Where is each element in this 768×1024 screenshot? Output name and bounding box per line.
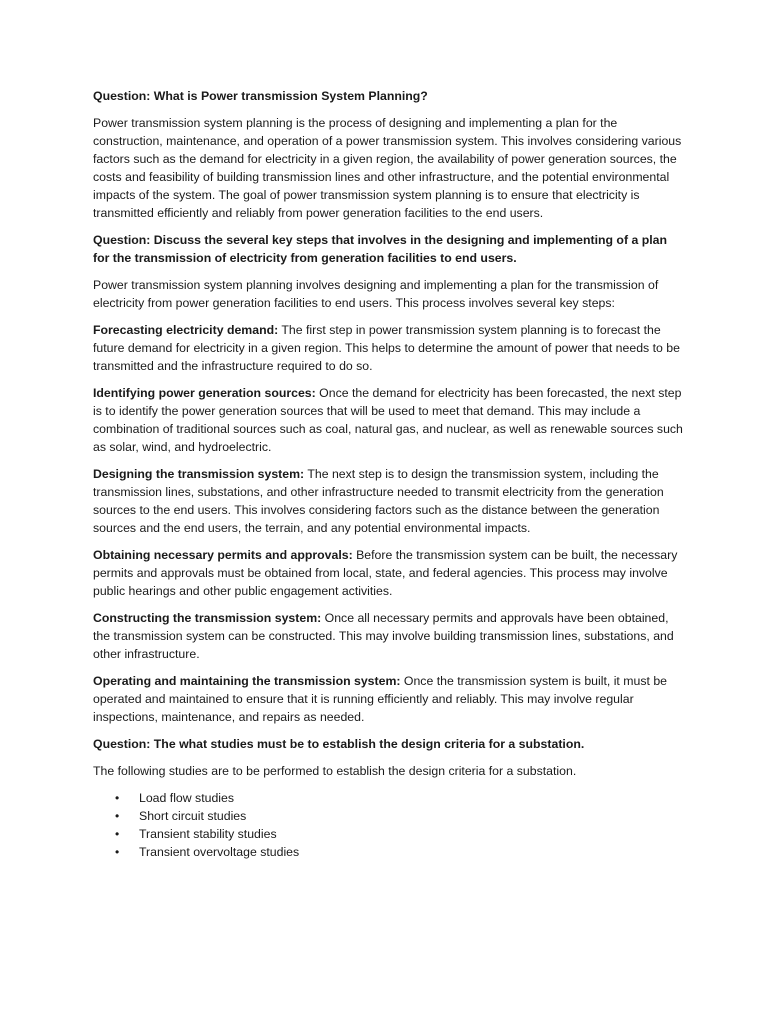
step-lead: Designing the transmission system: <box>93 467 305 481</box>
document-page <box>93 87 683 861</box>
step-lead: Identifying power generation sources: <box>93 386 316 400</box>
step-text: Once the transmission system is built, it must be operated and maintained to ensure that it is running efficiently and reliably. This may involve regular inspections, maintenance, and repairs as needed. <box>93 674 668 724</box>
question-1: Question: What is Power transmission System Planning? <box>93 89 428 103</box>
step-lead: Constructing the transmission system: <box>93 611 322 625</box>
list-item <box>93 843 683 861</box>
list-item-text: Transient stability studies <box>139 827 277 841</box>
answer-2: Power transmission system planning involves designing and implementing a plan for the transmission of electricity from power generation facilities to end users. This process involves several key steps: <box>93 278 659 310</box>
step-constructing <box>93 609 683 663</box>
list-item <box>93 807 683 825</box>
step-lead: Obtaining necessary permits and approvals: <box>93 548 353 562</box>
step-designing <box>93 465 683 537</box>
step-text: The next step is to design the transmission system, including the transmission lines, substations, and other infrastructure needed to transmit electricity from the generation sources to the end users. This involves considering factors such as the distance between the generation sources and the end users, the terrain, and any potential environmental impacts. <box>93 467 664 535</box>
list-item-text: Load flow studies <box>139 791 235 805</box>
step-operating <box>93 672 683 726</box>
bullet-icon: • <box>115 827 120 841</box>
step-lead: Forecasting electricity demand: <box>93 323 279 337</box>
step-lead: Operating and maintaining the transmission system: <box>93 674 401 688</box>
answer-3: The following studies are to be performed to establish the design criteria for a substation. <box>93 764 577 778</box>
step-permits <box>93 546 683 600</box>
list-item-text: Short circuit studies <box>139 809 247 823</box>
bullet-icon: • <box>115 809 120 823</box>
list-item <box>93 825 683 843</box>
question-3: Question: The what studies must be to establish the design criteria for a substation. <box>93 737 585 751</box>
list-item <box>93 789 683 807</box>
step-text: Before the transmission system can be built, the necessary permits and approvals must be obtained from local, state, and federal agencies. This process may involve public hearings and other public engagement activities. <box>93 548 678 598</box>
bullet-icon: • <box>115 791 120 805</box>
studies-list <box>93 789 683 861</box>
step-forecasting <box>93 321 683 375</box>
step-text: Once all necessary permits and approvals have been obtained, the transmission system can be constructed. This may involve building transmission lines, substations, and other infrastructure. <box>93 611 674 661</box>
question-2: Question: Discuss the several key steps that involves in the designing and implementing of a plan for the transmission of electricity from generation facilities to end users. <box>93 233 667 265</box>
step-text: Once the demand for electricity has been forecasted, the next step is to identify the power generation sources that will be used to meet that demand. This may include a combination of traditional sources such as coal, natural gas, and nuclear, as well as renewable sources such as solar, wind, and hydroelectric. <box>93 386 683 454</box>
step-identifying-sources <box>93 384 683 456</box>
step-text: The first step in power transmission system planning is to forecast the future demand for electricity in a given region. This helps to determine the amount of power that needs to be transmitted and the infrastructure required to do so. <box>93 323 680 373</box>
answer-1: Power transmission system planning is the process of designing and implementing a plan for the construction, maintenance, and operation of a power transmission system. This involves considering various factors such as the demand for electricity in a given region, the availability of power generation sources, the costs and feasibility of building transmission lines and other infrastructure, and the potential environmental impacts of the system. The goal of power transmission system planning is to ensure that electricity is transmitted efficiently and reliably from power generation facilities to the end users. <box>93 116 682 220</box>
list-item-text: Transient overvoltage studies <box>139 845 300 859</box>
bullet-icon: • <box>115 845 120 859</box>
